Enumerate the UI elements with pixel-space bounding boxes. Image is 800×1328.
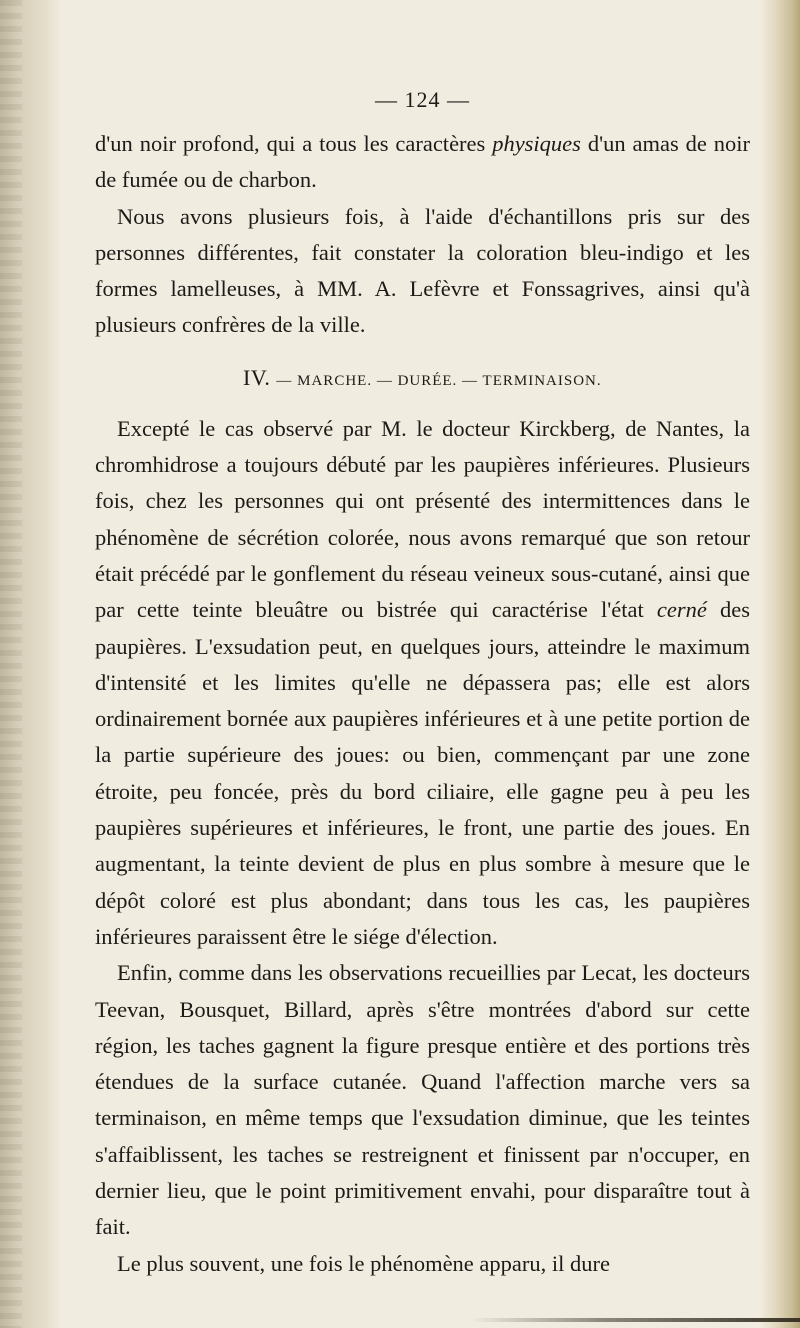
continuation-text-start: d'un noir profond, qui a tous les caractères <box>95 131 493 156</box>
continuation-text-end: d'un amas de noir de fumée ou de charbon. <box>95 131 751 193</box>
emphasized-word-physiques: physiques <box>492 131 581 156</box>
paragraph-marche-start: Excepté le cas observé par M. le docteur Kirckberg, de Nantes, la chromhidrose a toujours débuté par les paupières inférieures. Plusieurs fois, chez les personnes qui ont présenté des intermittences dans le phénomène de sécrétion colorée, nous avons remarqué que son retour était précédé par le gonflement du réseau veineux sous-cutané, ainsi que par cette teinte bleuâtre ou bistrée qui caractérise l'état <box>95 415 750 623</box>
scanned-page-right-edge <box>760 0 800 1328</box>
page-number: — 124 — <box>375 87 470 112</box>
section-title: — MARCHE. — DURÉE. — TERMINAISON. <box>276 372 602 389</box>
emphasized-word-cerne: cerné <box>656 597 707 623</box>
paragraph-observations: Nous avons plusieurs fois, à l'aide d'échantillons pris sur des personnes différentes, fait constater la coloration bleu-indigo et les formes lamelleuses, à MM. A. Lefèvre et Fonssagrives, ainsi qu'à plusieurs confrères de la ville. <box>95 203 750 338</box>
paragraph-marche <box>95 411 750 955</box>
bottom-shadow-rule <box>470 1318 800 1322</box>
page-edge-texture <box>0 0 22 1328</box>
scanned-page-left-edge <box>0 0 62 1328</box>
paragraph-last: Le plus souvent, une fois le phénomène apparu, il dure <box>117 1250 610 1276</box>
paragraph-marche-end: des paupières. L'exsudation peut, en quelques jours, atteindre le maximum d'intensité et les limites qu'elle ne dépassera pas; elle est alors ordinairement bornée aux paupières inférieures et à une petite portion de la partie supérieure des joues: ou bien, commençant par une zone étroite, peu foncée, près du bord ciliaire, elle gagne peu à peu les paupières supérieures et inférieures, le front, une partie des joues. En augmentant, la teinte devient de plus en plus sombre à mesure que le dépôt coloré est plus abondant; dans tous les cas, les paupières inférieures paraissent être le siége d'élection. <box>95 597 750 949</box>
book-page <box>95 84 750 1282</box>
paragraph-enfin: Enfin, comme dans les observations recueillies par Lecat, les docteurs Teevan, Bousquet, Billard, après s'être montrées d'abord sur cette région, les taches gagnent la figure presque entière et des portions très étendues de la surface cutanée. Quand l'affection marche vers sa terminaison, en même temps que l'exsudation diminue, que les teintes s'affaiblissent, les taches se restreignent et finissent par n'occuper, en dernier lieu, que le point primitivement envahi, pour disparaître tout à fait. <box>95 960 750 1240</box>
continuation-paragraph <box>95 126 750 199</box>
section-numeral: IV. <box>243 364 271 390</box>
section-heading <box>95 360 750 399</box>
